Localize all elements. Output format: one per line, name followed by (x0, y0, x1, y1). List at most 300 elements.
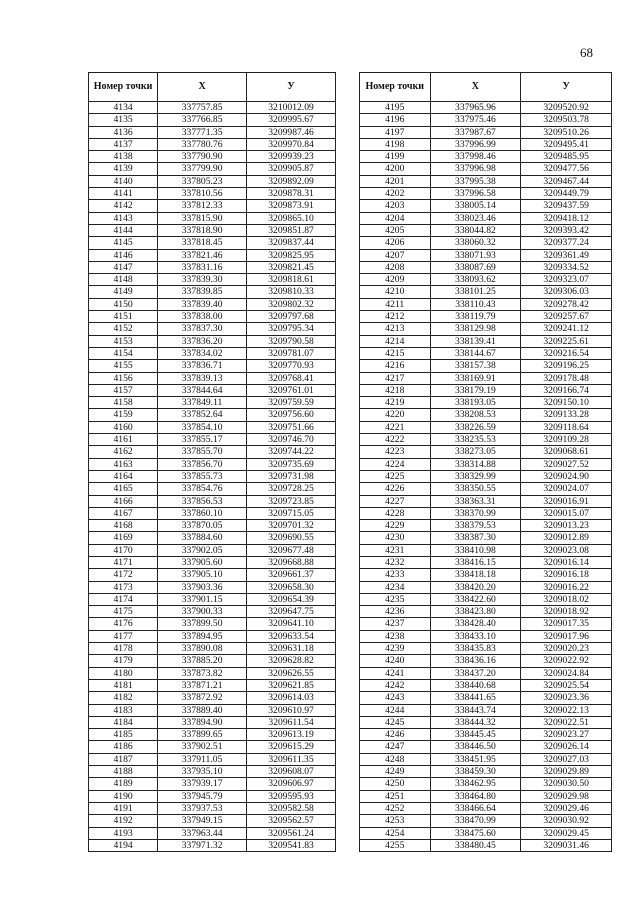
x-coordinate-cell: 337884.60 (158, 532, 247, 544)
point-number-cell: 4224 (360, 458, 431, 470)
x-coordinate-cell: 337873.82 (158, 667, 247, 679)
table-row (89, 507, 336, 519)
y-coordinate-cell: 3209133.28 (521, 409, 612, 421)
point-number-cell: 4193 (89, 827, 158, 839)
x-coordinate-cell: 338169.91 (430, 372, 521, 384)
point-number-cell: 4184 (89, 716, 158, 728)
point-number-cell: 4254 (360, 827, 431, 839)
y-coordinate-cell: 3209606.97 (247, 778, 336, 790)
y-coordinate-cell: 3209611.54 (247, 716, 336, 728)
table-row (89, 224, 336, 236)
table-row (89, 163, 336, 175)
y-coordinate-cell: 3209418.12 (521, 212, 612, 224)
y-coordinate-cell: 3209109.28 (521, 434, 612, 446)
y-coordinate-cell: 3209018.92 (521, 606, 612, 618)
x-coordinate-cell: 338350.55 (430, 483, 521, 495)
table-row (360, 483, 612, 495)
x-coordinate-cell: 338379.53 (430, 520, 521, 532)
table-row (89, 815, 336, 827)
table-body-right (360, 102, 612, 852)
x-coordinate-cell: 338470.99 (430, 815, 521, 827)
y-coordinate-cell: 3209241.12 (521, 323, 612, 335)
y-coordinate-cell: 3209467.44 (521, 175, 612, 187)
x-coordinate-cell: 338437.20 (430, 667, 521, 679)
point-number-cell: 4156 (89, 372, 158, 384)
point-number-cell: 4149 (89, 286, 158, 298)
table-row (89, 655, 336, 667)
table-row (360, 249, 612, 261)
point-number-cell: 4194 (89, 839, 158, 851)
x-coordinate-cell: 337834.02 (158, 347, 247, 359)
table-row (360, 163, 612, 175)
table-row (360, 802, 612, 814)
point-number-cell: 4233 (360, 569, 431, 581)
table-row (89, 384, 336, 396)
y-coordinate-cell: 3209023.27 (521, 729, 612, 741)
x-coordinate-cell: 338480.45 (430, 839, 521, 851)
table-row (360, 778, 612, 790)
header-y: У (247, 73, 336, 102)
point-number-cell: 4245 (360, 716, 431, 728)
x-coordinate-cell: 337860.10 (158, 507, 247, 519)
table-header-row (360, 73, 612, 102)
point-number-cell: 4178 (89, 643, 158, 655)
point-number-cell: 4171 (89, 556, 158, 568)
table-row (360, 286, 612, 298)
y-coordinate-cell: 3209306.03 (521, 286, 612, 298)
table-row (89, 581, 336, 593)
y-coordinate-cell: 3209029.89 (521, 766, 612, 778)
x-coordinate-cell: 338226.59 (430, 421, 521, 433)
x-coordinate-cell: 337987.67 (430, 126, 521, 138)
x-coordinate-cell: 337854.76 (158, 483, 247, 495)
table-row (360, 360, 612, 372)
table-row (360, 741, 612, 753)
point-number-cell: 4167 (89, 507, 158, 519)
x-coordinate-cell: 337937.53 (158, 802, 247, 814)
x-coordinate-cell: 338179.19 (430, 384, 521, 396)
table-row (89, 704, 336, 716)
table-row (360, 151, 612, 163)
x-coordinate-cell: 337900.33 (158, 606, 247, 618)
table-row (89, 421, 336, 433)
table-row (89, 766, 336, 778)
point-number-cell: 4136 (89, 126, 158, 138)
y-coordinate-cell: 3209837.44 (247, 237, 336, 249)
table-row (89, 692, 336, 704)
x-coordinate-cell: 337885.20 (158, 655, 247, 667)
point-number-cell: 4249 (360, 766, 431, 778)
y-coordinate-cell: 3209668.88 (247, 556, 336, 568)
coordinates-table-left (88, 72, 336, 852)
x-coordinate-cell: 337995.38 (430, 175, 521, 187)
y-coordinate-cell: 3209437.59 (521, 200, 612, 212)
y-coordinate-cell: 3209987.46 (247, 126, 336, 138)
point-number-cell: 4244 (360, 704, 431, 716)
y-coordinate-cell: 3209016.91 (521, 495, 612, 507)
point-number-cell: 4212 (360, 311, 431, 323)
y-coordinate-cell: 3209024.90 (521, 470, 612, 482)
table-row (360, 261, 612, 273)
table-row (89, 114, 336, 126)
y-coordinate-cell: 3209865.10 (247, 212, 336, 224)
x-coordinate-cell: 337839.40 (158, 298, 247, 310)
table-row (89, 151, 336, 163)
x-coordinate-cell: 338193.05 (430, 397, 521, 409)
y-coordinate-cell: 3209582.58 (247, 802, 336, 814)
x-coordinate-cell: 337949.15 (158, 815, 247, 827)
x-coordinate-cell: 337818.90 (158, 224, 247, 236)
x-coordinate-cell: 337757.85 (158, 102, 247, 114)
point-number-cell: 4150 (89, 298, 158, 310)
point-number-cell: 4215 (360, 347, 431, 359)
table-row (89, 790, 336, 802)
x-coordinate-cell: 338445.45 (430, 729, 521, 741)
x-coordinate-cell: 337945.79 (158, 790, 247, 802)
table-row (360, 655, 612, 667)
point-number-cell: 4253 (360, 815, 431, 827)
y-coordinate-cell: 3209647.75 (247, 606, 336, 618)
table-row (89, 397, 336, 409)
x-coordinate-cell: 337996.98 (430, 163, 521, 175)
x-coordinate-cell: 338416.15 (430, 556, 521, 568)
y-coordinate-cell: 3209013.23 (521, 520, 612, 532)
x-coordinate-cell: 337996.99 (430, 138, 521, 150)
x-coordinate-cell: 337939.17 (158, 778, 247, 790)
y-coordinate-cell: 3209031.46 (521, 839, 612, 851)
x-coordinate-cell: 337963.44 (158, 827, 247, 839)
point-number-cell: 4151 (89, 311, 158, 323)
table-row (360, 274, 612, 286)
x-coordinate-cell: 337818.45 (158, 237, 247, 249)
x-coordinate-cell: 338422.60 (430, 593, 521, 605)
x-coordinate-cell: 337852.64 (158, 409, 247, 421)
y-coordinate-cell: 3209216.54 (521, 347, 612, 359)
y-coordinate-cell: 3209503.78 (521, 114, 612, 126)
y-coordinate-cell: 3209995.67 (247, 114, 336, 126)
table-row (360, 224, 612, 236)
table-row (360, 753, 612, 765)
point-number-cell: 4164 (89, 470, 158, 482)
y-coordinate-cell: 3209595.93 (247, 790, 336, 802)
point-number-cell: 4247 (360, 741, 431, 753)
y-coordinate-cell: 3209723.85 (247, 495, 336, 507)
y-coordinate-cell: 3209661.37 (247, 569, 336, 581)
point-number-cell: 4170 (89, 544, 158, 556)
table-row (360, 372, 612, 384)
x-coordinate-cell: 337894.90 (158, 716, 247, 728)
x-coordinate-cell: 338418.18 (430, 569, 521, 581)
table-row (89, 556, 336, 568)
point-number-cell: 4222 (360, 434, 431, 446)
table-row (360, 729, 612, 741)
table-row (89, 802, 336, 814)
point-number-cell: 4226 (360, 483, 431, 495)
table-row (360, 827, 612, 839)
x-coordinate-cell: 337975.46 (430, 114, 521, 126)
table-row (89, 102, 336, 114)
x-coordinate-cell: 337790.90 (158, 151, 247, 163)
table-row (89, 237, 336, 249)
table-row (360, 532, 612, 544)
y-coordinate-cell: 3209970.84 (247, 138, 336, 150)
y-coordinate-cell: 3209878.31 (247, 188, 336, 200)
y-coordinate-cell: 3209797.68 (247, 311, 336, 323)
table-row (360, 434, 612, 446)
x-coordinate-cell: 337812.33 (158, 200, 247, 212)
header-point-number: Номер точки (89, 73, 158, 102)
table-row (360, 766, 612, 778)
point-number-cell: 4211 (360, 298, 431, 310)
point-number-cell: 4231 (360, 544, 431, 556)
y-coordinate-cell: 3209196.25 (521, 360, 612, 372)
table-row (89, 372, 336, 384)
point-number-cell: 4168 (89, 520, 158, 532)
point-number-cell: 4173 (89, 581, 158, 593)
x-coordinate-cell: 338440.68 (430, 679, 521, 691)
point-number-cell: 4137 (89, 138, 158, 150)
x-coordinate-cell: 337855.17 (158, 434, 247, 446)
x-coordinate-cell: 338370.99 (430, 507, 521, 519)
y-coordinate-cell: 3209026.14 (521, 741, 612, 753)
point-number-cell: 4143 (89, 212, 158, 224)
y-coordinate-cell: 3209654.39 (247, 593, 336, 605)
point-number-cell: 4157 (89, 384, 158, 396)
x-coordinate-cell: 338005.14 (430, 200, 521, 212)
table-row (89, 679, 336, 691)
table-row (360, 667, 612, 679)
point-number-cell: 4201 (360, 175, 431, 187)
point-number-cell: 4208 (360, 261, 431, 273)
x-coordinate-cell: 338071.93 (430, 249, 521, 261)
point-number-cell: 4209 (360, 274, 431, 286)
y-coordinate-cell: 3209610.97 (247, 704, 336, 716)
y-coordinate-cell: 3209449.79 (521, 188, 612, 200)
y-coordinate-cell: 3209744.22 (247, 446, 336, 458)
table-row (89, 839, 336, 851)
table-row (360, 470, 612, 482)
x-coordinate-cell: 337799.90 (158, 163, 247, 175)
point-number-cell: 4148 (89, 274, 158, 286)
y-coordinate-cell: 3209690.55 (247, 532, 336, 544)
point-number-cell: 4213 (360, 323, 431, 335)
point-number-cell: 4162 (89, 446, 158, 458)
x-coordinate-cell: 337839.85 (158, 286, 247, 298)
y-coordinate-cell: 3209611.35 (247, 753, 336, 765)
point-number-cell: 4217 (360, 372, 431, 384)
x-coordinate-cell: 338475.60 (430, 827, 521, 839)
point-number-cell: 4199 (360, 151, 431, 163)
y-coordinate-cell: 3209027.03 (521, 753, 612, 765)
point-number-cell: 4190 (89, 790, 158, 802)
y-coordinate-cell: 3209701.32 (247, 520, 336, 532)
table-row (360, 347, 612, 359)
x-coordinate-cell: 338119.79 (430, 311, 521, 323)
y-coordinate-cell: 3209029.45 (521, 827, 612, 839)
x-coordinate-cell: 337805.23 (158, 175, 247, 187)
y-coordinate-cell: 3209016.18 (521, 569, 612, 581)
y-coordinate-cell: 3209015.07 (521, 507, 612, 519)
x-coordinate-cell: 338093.62 (430, 274, 521, 286)
y-coordinate-cell: 3209633.54 (247, 630, 336, 642)
y-coordinate-cell: 3209873.91 (247, 200, 336, 212)
table-row (89, 520, 336, 532)
table-row (360, 790, 612, 802)
table-row (360, 323, 612, 335)
y-coordinate-cell: 3209334.52 (521, 261, 612, 273)
x-coordinate-cell: 338087.69 (430, 261, 521, 273)
x-coordinate-cell: 337839.30 (158, 274, 247, 286)
x-coordinate-cell: 337836.71 (158, 360, 247, 372)
y-coordinate-cell: 3209677.48 (247, 544, 336, 556)
table-row (89, 827, 336, 839)
x-coordinate-cell: 337901.15 (158, 593, 247, 605)
table-row (89, 175, 336, 187)
x-coordinate-cell: 338459.30 (430, 766, 521, 778)
point-number-cell: 4146 (89, 249, 158, 261)
point-number-cell: 4154 (89, 347, 158, 359)
table-row (89, 778, 336, 790)
x-coordinate-cell: 338235.53 (430, 434, 521, 446)
x-coordinate-cell: 337903.36 (158, 581, 247, 593)
y-coordinate-cell: 3209017.35 (521, 618, 612, 630)
y-coordinate-cell: 3209018.02 (521, 593, 612, 605)
point-number-cell: 4230 (360, 532, 431, 544)
point-number-cell: 4203 (360, 200, 431, 212)
point-number-cell: 4238 (360, 630, 431, 642)
table-row (89, 335, 336, 347)
table-row (89, 606, 336, 618)
table-row (89, 753, 336, 765)
point-number-cell: 4142 (89, 200, 158, 212)
y-coordinate-cell: 3209118.64 (521, 421, 612, 433)
point-number-cell: 4205 (360, 224, 431, 236)
header-x: Х (158, 73, 247, 102)
table-row (360, 704, 612, 716)
x-coordinate-cell: 338433.10 (430, 630, 521, 642)
point-number-cell: 4141 (89, 188, 158, 200)
table-row (360, 384, 612, 396)
table-row (360, 569, 612, 581)
y-coordinate-cell: 3209023.36 (521, 692, 612, 704)
x-coordinate-cell: 337836.20 (158, 335, 247, 347)
table-row (89, 483, 336, 495)
point-number-cell: 4198 (360, 138, 431, 150)
table-row (360, 102, 612, 114)
table-row (89, 729, 336, 741)
y-coordinate-cell: 3209641.10 (247, 618, 336, 630)
y-coordinate-cell: 3209626.55 (247, 667, 336, 679)
table-row (360, 581, 612, 593)
x-coordinate-cell: 338273.05 (430, 446, 521, 458)
table-row (89, 458, 336, 470)
x-coordinate-cell: 338436.16 (430, 655, 521, 667)
y-coordinate-cell: 3209068.61 (521, 446, 612, 458)
table-row (89, 544, 336, 556)
y-coordinate-cell: 3209541.83 (247, 839, 336, 851)
table-row (360, 679, 612, 691)
header-x: Х (430, 73, 521, 102)
x-coordinate-cell: 337905.10 (158, 569, 247, 581)
point-number-cell: 4235 (360, 593, 431, 605)
table-row (89, 311, 336, 323)
y-coordinate-cell: 3209768.41 (247, 372, 336, 384)
table-row (360, 507, 612, 519)
y-coordinate-cell: 3209278.42 (521, 298, 612, 310)
table-row (360, 446, 612, 458)
x-coordinate-cell: 338464.80 (430, 790, 521, 802)
table-row (360, 692, 612, 704)
x-coordinate-cell: 338444.32 (430, 716, 521, 728)
point-number-cell: 4163 (89, 458, 158, 470)
point-number-cell: 4251 (360, 790, 431, 802)
x-coordinate-cell: 337965.96 (430, 102, 521, 114)
x-coordinate-cell: 337815.90 (158, 212, 247, 224)
table-row (360, 126, 612, 138)
y-coordinate-cell: 3209377.24 (521, 237, 612, 249)
x-coordinate-cell: 337971.32 (158, 839, 247, 851)
point-number-cell: 4241 (360, 667, 431, 679)
point-number-cell: 4160 (89, 421, 158, 433)
table-row (89, 667, 336, 679)
table-row (360, 175, 612, 187)
x-coordinate-cell: 337831.16 (158, 261, 247, 273)
table-row (360, 212, 612, 224)
point-number-cell: 4145 (89, 237, 158, 249)
y-coordinate-cell: 3209795.34 (247, 323, 336, 335)
x-coordinate-cell: 338023.46 (430, 212, 521, 224)
point-number-cell: 4166 (89, 495, 158, 507)
point-number-cell: 4189 (89, 778, 158, 790)
point-number-cell: 4246 (360, 729, 431, 741)
y-coordinate-cell: 3209751.66 (247, 421, 336, 433)
point-number-cell: 4181 (89, 679, 158, 691)
table-row (89, 138, 336, 150)
y-coordinate-cell: 3209790.58 (247, 335, 336, 347)
point-number-cell: 4155 (89, 360, 158, 372)
y-coordinate-cell: 3209477.56 (521, 163, 612, 175)
table-row (360, 237, 612, 249)
x-coordinate-cell: 338044.82 (430, 224, 521, 236)
point-number-cell: 4219 (360, 397, 431, 409)
table-header-row (89, 73, 336, 102)
point-number-cell: 4228 (360, 507, 431, 519)
coordinates-table-right (359, 72, 612, 852)
table-row (360, 495, 612, 507)
point-number-cell: 4138 (89, 151, 158, 163)
y-coordinate-cell: 3209027.52 (521, 458, 612, 470)
point-number-cell: 4229 (360, 520, 431, 532)
point-number-cell: 4169 (89, 532, 158, 544)
x-coordinate-cell: 337872.92 (158, 692, 247, 704)
x-coordinate-cell: 337870.05 (158, 520, 247, 532)
table-row (360, 138, 612, 150)
point-number-cell: 4179 (89, 655, 158, 667)
x-coordinate-cell: 337821.46 (158, 249, 247, 261)
y-coordinate-cell: 3209025.54 (521, 679, 612, 691)
table-row (89, 495, 336, 507)
point-number-cell: 4243 (360, 692, 431, 704)
y-coordinate-cell: 3209485.95 (521, 151, 612, 163)
table-row (89, 618, 336, 630)
table-row (89, 470, 336, 482)
point-number-cell: 4174 (89, 593, 158, 605)
table-row (360, 458, 612, 470)
x-coordinate-cell: 337854.10 (158, 421, 247, 433)
y-coordinate-cell: 3209029.46 (521, 802, 612, 814)
y-coordinate-cell: 3209905.87 (247, 163, 336, 175)
point-number-cell: 4139 (89, 163, 158, 175)
